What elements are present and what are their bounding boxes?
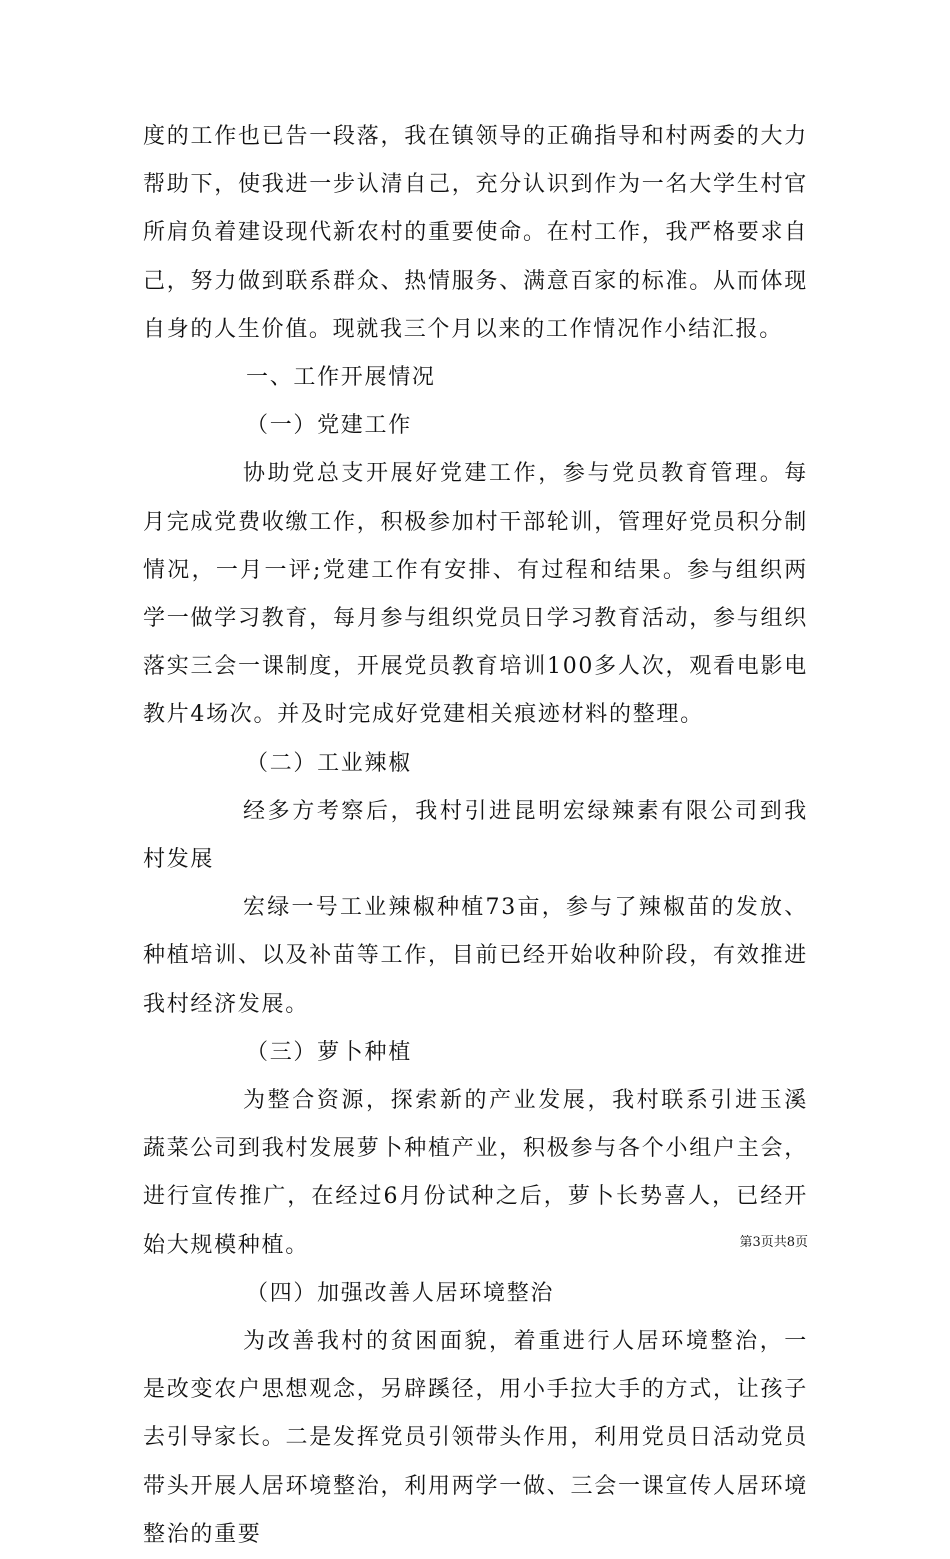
subsection-heading: （四）加强改善人居环境整治 [246, 1280, 555, 1306]
body-paragraph: 协助党总支开展好党建工作，参与党员教育管理。每月完成党费收缴工作，积极参加村干部轮训，管理好党员积分制情况，一月一评;党建工作有安排、有过程和结果。参与组织两学一做学习教育，每月参与组织党员日学习教育活动，参与组织落实三会一课制度，开展党员教育培训100多人次，观看电影电教片4场次。并及时完成好党建相关痕迹材料的整理。 [143, 461, 808, 728]
body-paragraph: 为改善我村的贫困面貌，着重进行人居环境整治，一是改变农户思想观念，另辟蹊径，用小手拉大手的方式，让孩子去引导家长。二是发挥党员引领带头作用，利用党员日活动党员带头开展人居环境整治，利用两学一做、三会一课宣传人居环境整治的重要 [143, 1329, 808, 1547]
document-body [143, 113, 808, 1559]
body-paragraph: 经多方考察后，我村引进昆明宏绿辣素有限公司到我村发展 [143, 798, 808, 873]
subsection-heading: （三）萝卜种植 [246, 1039, 412, 1065]
body-paragraph: 宏绿一号工业辣椒种植73亩，参与了辣椒苗的发放、种植培训、以及补苗等工作，目前已经开始收种阶段，有效推进我村经济发展。 [143, 895, 808, 1017]
subsection-heading: （一）党建工作 [246, 413, 412, 439]
body-paragraph: 度的工作也已告一段落，我在镇领导的正确指导和村两委的大力帮助下，使我进一步认清自己，充分认识到作为一名大学生村官所肩负着建设现代新农村的重要使命。在村工作，我严格要求自己，努力做到联系群众、热情服务、满意百家的标准。从而体现自身的人生价值。现就我三个月以来的工作情况作小结汇报。 [143, 124, 808, 342]
page-number: 第3页共8页 [739, 1235, 808, 1250]
section-heading: 一、工作开展情况 [246, 365, 436, 391]
subsection-heading: （二）工业辣椒 [246, 750, 412, 776]
body-paragraph: 为整合资源，探索新的产业发展，我村联系引进玉溪蔬菜公司到我村发展萝卜种植产业，积极参与各个小组户主会，进行宣传推广，在经过6月份试种之后，萝卜长势喜人，已经开始大规模种植。 [143, 1088, 808, 1258]
